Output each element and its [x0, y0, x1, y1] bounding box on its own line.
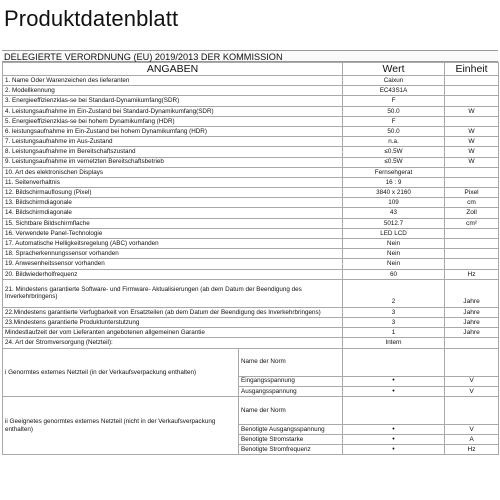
table-row — [3, 188, 499, 198]
row-value: Caixun — [343, 76, 445, 86]
row-label: 11. Seitenverhaltnis — [3, 177, 343, 187]
table-row — [3, 269, 499, 279]
row-unit: W — [445, 137, 499, 147]
table-row — [3, 147, 499, 157]
row-value: 43 — [343, 208, 445, 218]
row-label: 5. Energieeffizienzklas-se bei hohem Dynamikumfang (HDR) — [3, 116, 343, 126]
table-row — [3, 249, 499, 259]
table-row — [3, 126, 499, 136]
row-value: 5012.7 — [343, 218, 445, 228]
table-row — [3, 167, 499, 177]
row-unit — [445, 228, 499, 238]
psu-field-value — [343, 396, 445, 424]
row-label: 2. Modellkennung — [3, 86, 343, 96]
row-value: EC43S1A — [343, 86, 445, 96]
row-label: 22.Mindestens garantierte Verfugbarkeit von Ersatzteilen (ab dem Datum der Beendigung des Inverkehrbringens) — [3, 307, 343, 317]
table-row — [3, 259, 499, 269]
psu-field-value — [343, 348, 445, 376]
row-unit — [445, 86, 499, 96]
row-value: 3 — [343, 307, 445, 317]
row-value: Intern — [343, 338, 445, 348]
psu-field-value: • — [343, 445, 445, 455]
row-value: LED LCD — [343, 228, 445, 238]
table-row — [3, 177, 499, 187]
row-label: 19. Anwesenheitssensor vorhanden — [3, 259, 343, 269]
row-unit — [445, 249, 499, 259]
table-header-row — [3, 63, 499, 76]
psu-label: ii Geeignetes genormtes externes Netzteil (nicht in der Verkaufsverpackung enthalten) — [3, 396, 239, 455]
row-unit: W — [445, 106, 499, 116]
row-label: 12. Bildschirmauflosung (Pixel) — [3, 188, 343, 198]
table-row — [3, 116, 499, 126]
header-angaben: ANGABEN — [3, 63, 343, 76]
row-label: 20. Bildwiederholfrequenz — [3, 269, 343, 279]
row-unit — [445, 116, 499, 126]
row-label: 4. Leistungsaufnahme im Ein-Zustand bei Standard-Dynamikumfang(SDR) — [3, 106, 343, 116]
table-row — [3, 279, 499, 307]
table-row — [3, 317, 499, 327]
datasheet-table — [2, 62, 499, 455]
table-row — [3, 208, 499, 218]
row-label: 15. Sichtbare Bildschirmflache — [3, 218, 343, 228]
row-value: 60 — [343, 269, 445, 279]
row-value: Fernsehgerat — [343, 167, 445, 177]
row-unit — [445, 76, 499, 86]
psu-field-value: • — [343, 376, 445, 386]
row-value: 50.0 — [343, 106, 445, 116]
row-unit: Zoll — [445, 208, 499, 218]
regulation-heading: DELEGIERTE VERORDNUNG (EU) 2019/2013 DER KOMMISSION — [2, 50, 498, 62]
psu-field-unit: A — [445, 435, 499, 445]
header-wert: Wert — [343, 63, 445, 76]
row-label: 13. Bildschirmdiagonale — [3, 198, 343, 208]
psu-field-name: Name der Norm — [239, 396, 343, 424]
row-value: F — [343, 116, 445, 126]
row-unit: W — [445, 126, 499, 136]
psu-field-unit — [445, 396, 499, 424]
row-value: Nein — [343, 259, 445, 269]
row-unit — [445, 239, 499, 249]
table-row — [3, 228, 499, 238]
row-value: 3840 x 2160 — [343, 188, 445, 198]
row-unit: Jahre — [445, 317, 499, 327]
row-label: 6. leistungsaufnahme im Ein-Zustand bei hohem Dynamikumfang (HDR) — [3, 126, 343, 136]
header-einheit: Einheit — [445, 63, 499, 76]
psu-field-value: • — [343, 424, 445, 434]
table-row — [3, 86, 499, 96]
row-unit: Jahre — [445, 307, 499, 317]
row-value: F — [343, 96, 445, 106]
psu-field-value: • — [343, 435, 445, 445]
row-unit: W — [445, 157, 499, 167]
row-value: 16 : 9 — [343, 177, 445, 187]
table-row — [3, 76, 499, 86]
row-value: ≤0.5W — [343, 147, 445, 157]
psu-field-value: • — [343, 386, 445, 396]
table-row — [3, 338, 499, 348]
psu-field-name: Benotigte Stromfrequenz — [239, 445, 343, 455]
psu-field-unit: V — [445, 424, 499, 434]
table-row — [3, 198, 499, 208]
row-value: 109 — [343, 198, 445, 208]
row-label: 9. Leistungsaufnahme im vernetzten Bereitschaftsbetrieb — [3, 157, 343, 167]
row-label: 8. Leistungsaufnahme im Bereitschaftszustand — [3, 147, 343, 157]
row-unit: Jahre — [445, 279, 499, 307]
table-row — [3, 307, 499, 317]
psu-field-unit — [445, 348, 499, 376]
row-label: 3. Energieeffizienzklas-se bei Standard-Dynamikumfang(SDR) — [3, 96, 343, 106]
row-unit: Jahre — [445, 328, 499, 338]
row-label: 7. Leistungsaufnahme im Aus-Zustand — [3, 137, 343, 147]
row-label: Mindestlaufzeit der vom Lieferanten angebotenen allgemeinen Garantie — [3, 328, 343, 338]
row-unit — [445, 259, 499, 269]
row-value: 1 — [343, 328, 445, 338]
row-value: Nein — [343, 249, 445, 259]
row-label: 1. Name Oder Warenzeichen des lieferanten — [3, 76, 343, 86]
psu-field-name: Benotigte Stromstarke — [239, 435, 343, 445]
table-row — [3, 106, 499, 116]
psu-label: i Genormtes externes Netzteil (in der Verkaufsverpackung enthalten) — [3, 348, 239, 396]
row-label: 14. Bildschirmdiagonale — [3, 208, 343, 218]
row-label: 17. Automatische Helligkeitsregelung (ABC) vorhanden — [3, 239, 343, 249]
row-unit: cm — [445, 198, 499, 208]
table-row — [3, 157, 499, 167]
row-label: 24. Art der Stromversorgung (Netzteil): — [3, 338, 343, 348]
psu-field-unit: V — [445, 376, 499, 386]
row-label: 21. Mindestens garantierte Software- und Firmware- Aktualisierungen (ab dem Datum der Beendigung des Inverkehrbringens) — [3, 279, 343, 307]
row-value: 2 — [343, 279, 445, 307]
row-unit — [445, 167, 499, 177]
row-unit — [445, 96, 499, 106]
table-row — [3, 218, 499, 228]
psu-row — [3, 348, 499, 376]
row-unit: Pixel — [445, 188, 499, 198]
table-row — [3, 239, 499, 249]
row-value: 50.0 — [343, 126, 445, 136]
row-value: n.a. — [343, 137, 445, 147]
table-row — [3, 96, 499, 106]
psu-field-unit: Hz — [445, 445, 499, 455]
row-unit: W — [445, 147, 499, 157]
psu-field-name: Ausgangsspannung — [239, 386, 343, 396]
row-unit — [445, 338, 499, 348]
table-row — [3, 328, 499, 338]
row-unit: Hz — [445, 269, 499, 279]
page-title: Produktdatenblatt — [4, 6, 179, 31]
table-row — [3, 137, 499, 147]
row-value: 3 — [343, 317, 445, 327]
row-unit — [445, 177, 499, 187]
row-value: Nein — [343, 239, 445, 249]
psu-field-name: Benotigte Ausgangsspannung — [239, 424, 343, 434]
row-unit: cm² — [445, 218, 499, 228]
psu-field-name: Name der Norm — [239, 348, 343, 376]
row-value: ≤0.5W — [343, 157, 445, 167]
row-label: 18. Spracherkennungssensor vorhanden — [3, 249, 343, 259]
row-label: 23.Mindestens garantierte Produktunterstutzung — [3, 317, 343, 327]
row-label: 16. Verwendete Panel-Technologie — [3, 228, 343, 238]
psu-field-unit: V — [445, 386, 499, 396]
psu-field-name: Eingangsspannung — [239, 376, 343, 386]
psu-row — [3, 396, 499, 424]
row-label: 10. Art des elektronischen Displays — [3, 167, 343, 177]
